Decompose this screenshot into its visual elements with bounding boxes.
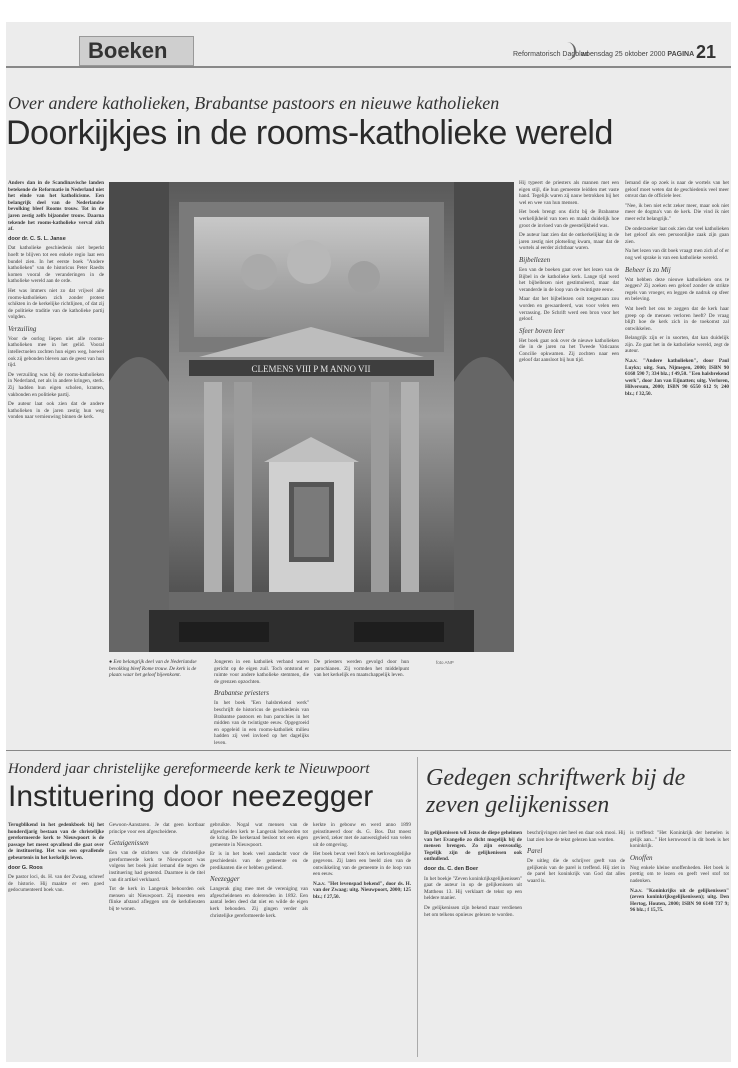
section-title: Boeken <box>88 38 168 63</box>
article2-kicker: Honderd jaar christelijke gereformeerde kerk te Nieuwpoort <box>8 761 370 777</box>
paragraph: Een van de stichters van de christelijke gereformeerde kerk te Nieuwpoort was volgens het boek juist iemand die tegen de instituering had gestemd. Daarmee is de titel van dit artikel verklaard. <box>109 850 205 883</box>
article2-lead: Terugblikend in het gedenkboek bij het honderdjarig bestaan van de christelijke gereformeerde kerk te Nieuwpoort is de passage het meest opvallend die gaat over de instituering. Het was een opvallende gebeurtenis in het kerkelijk leven. <box>8 822 104 861</box>
article2-column-3 <box>210 822 308 1057</box>
paragraph: De verzuiling was bij de rooms-katholieken in Nederland, net als in andere kringen, sterk. Zij hadden hun eigen scholen, kranten, vakbonden en politieke partij. <box>8 371 104 398</box>
book-references: N.a.v. "Andere katholieken", door Paul Luykx; uitg. Sun, Nijmegen, 2000; ISBN 90 6168 590 7; 334 blz.; f 49,50. "Een halsbrekend werk", door Jan van Eijnatten; uitg. Verloren, Hilversum, 2000; ISBN 90 6550 612 9; 240 blz.; f 32,50. <box>625 358 729 398</box>
subhead-parel: Parel <box>527 847 543 856</box>
book-reference: N.a.v. "Het levenspad bekend", door ds. H. van der Zwaag; uitg. Nieuwpoort, 2000; 125 blz.; f 27,50. <box>313 880 411 900</box>
article1-column-1 <box>8 180 104 745</box>
date-line <box>581 51 694 58</box>
paragraph: "Nee, ik ben niet echt zeker meer, maar ook niet meer de dogma's van de kerk. Die vind ik niet meer echt belangrijk." <box>625 202 729 222</box>
column-divider <box>417 757 418 1057</box>
paragraph: Hij typeert de priesters als mannen met een eigen stijl, die hun gemeente leidden met vaste hand. Tegelijk waren zij nauw betrokken bij het wel en wee van hun mensen. <box>519 180 619 206</box>
paragraph: Wat heeft het ons te zeggen dat de kerk haar greep op de mensen verloren heeft? De vraag blijft hoe de kerk zich in de toekomst zal ontwikkelen. <box>625 305 729 332</box>
subhead-beheer: Beheer is zo Mij <box>625 265 671 274</box>
article1-headline: Doorkijkjes in de rooms-katholieke wereld <box>6 114 613 152</box>
article3-column-3 <box>630 830 729 1057</box>
paragraph: Iemand die op zoek is naar de wortels van het geloof moet weten dat de geschiedenis veel meer omvat dan de officiele leer. <box>625 180 729 200</box>
article3-headline: Gedegen schriftwerk bij de zeven gelijkenissen <box>426 765 686 818</box>
article1-column-3 <box>314 659 409 747</box>
article1-byline: door dr. C. S. L. Janse <box>8 235 66 242</box>
paragraph: De auteur laat zien dat de ontkerkelijking in de jaren zestig niet plotseling kwam, maar dat de wortels al eerder zichtbaar waren. <box>519 232 619 252</box>
subhead-neezegger: Neezegger <box>210 875 240 884</box>
paragraph: Jongeren in een katholiek verband waren gericht op de eigen zuil. Toch ontstond er ruimte voor andere katholieke stemmen, die de grenzen opzochten. <box>214 659 309 685</box>
paragraph: Voor de oorlog liepen niet alle rooms-katholieken mee in het gelid. Vooral intellectuelen zochten hun eigen weg, hoewel ook zij gebonden bleven aan de geest van hun tijd. <box>8 335 104 369</box>
paragraph: Tot de kerk in Langerak behoorden ook mensen uit Nieuwpoort. Zij moesten een flinke afstand afleggen om de kerkdiensten bij te wonen. <box>109 886 205 912</box>
paragraph: De onderzoeker laat ook zien dat veel katholieken het geloof als een persoonlijke zaak zijn gaan zien. <box>625 225 729 245</box>
subhead-sfeer-boven-leer: Sfeer boven leer <box>519 326 565 335</box>
book-reference: N.a.v. "Koninkrijks uit de gelijkenissen" (zeven koninkrijksgelijkenissen); uitg. Den Hertog, Houten, 2000; ISBN 90 6140 737 9; 96 blz.; f 15,75. <box>630 887 729 914</box>
article1-column-5 <box>625 180 729 745</box>
photo-credit: foto ANP <box>436 660 454 665</box>
paragraph: gebruikte. Nogal wat mensen van de afgescheiden kerk te Langerak behoorden tot de kring. De kerkeraad besloot tot een eigen gemeente in Nieuwpoort. <box>210 822 308 848</box>
paragraph: De pastor loci, ds. H. van der Zwaag, schreef de historie. Hij maakte er een goed gedocumenteerd boek van. <box>8 874 104 894</box>
paragraph: beschrijvingen niet heel en daar ook mooi. Hij laat zien hoe de tekst gelezen kan worden. <box>527 830 625 843</box>
paragraph: Er is in het boek veel aandacht voor de geschiedenis van de gemeente en de predikanten die er hebben gediend. <box>210 851 308 871</box>
subhead-bijbellezen: Bijbellezen <box>519 255 551 264</box>
article2-column-1 <box>8 822 104 1057</box>
article2-column-4 <box>313 822 411 1057</box>
paragraph: Langerak ging mee met de vereniging van afgescheidenen en dolerenden in 1892. Een aantal leden deed dat niet en wilde de eigen kerk behouden. Zij gingen verder als christelijke gereformeerde kerk. <box>210 886 308 919</box>
subhead-brabantse-priesters: Brabantse priesters <box>214 689 270 698</box>
paragraph: In het boekje "Zeven koninkrijksgelijkenissen" gaat de auteur in op de gelijkenissen uit Mattheus 13. Hij verklaart de tekst op een heldere manier. <box>424 875 522 902</box>
photo-caption: ● Een belangrijk deel van de Nederlandse bevolking bleef Rome trouw. De kerk is de plaats waar het geloof bijeenkomt. <box>109 659 197 678</box>
newspaper-page <box>6 22 731 1062</box>
masthead-rule <box>6 66 731 68</box>
paragraph: is treffend: "Het Koninkrijk der hemelen is gelijk aan..." Het kernwoord in dit boek is het koninkrijk. <box>630 830 729 850</box>
subhead-onoffen: Onoffen <box>630 853 653 862</box>
article3-column-2 <box>527 830 625 1057</box>
photo-inscription: CLEMENS VIII P M ANNO VII <box>251 364 371 374</box>
subhead-getuigenissen: Getuigenissen <box>109 839 149 848</box>
paragraph: Het boek gaat ook over de nieuwe katholieken die in de jaren na het Tweede Vaticaans Concilie opkwamen. Zij zochten naar een geloof dat aansloot bij hun tijd. <box>519 337 619 364</box>
article1-kicker: Over andere katholieken, Brabantse pastoors en nieuwe katholieken <box>8 93 500 113</box>
paragraph: Het was immers niet zo dat vrijwel alle rooms-katholieken zich zonder protest schikten in de kerkelijke richtlijnen, of dat zij de politieke traditie van de katholieke partij volgden. <box>8 287 104 321</box>
article3-byline: door ds. C. den Boer <box>424 865 479 872</box>
paragraph: kerkte in gebouw en werd anno 1899 geinstitueerd door ds. G. Bos. Dat moest gevierd, zeker met de aanwezigheid van velen uit de omgeving. <box>313 822 411 848</box>
paragraph: Dat katholieke geschiedenis niet beperkt hoeft te blijven tot een enkele regio laat een bundel zien. In het eerste boek "Andere katholieken" van de historicus Peter Raedts komen vooral de veranderingen in de katholieke wereld aan de orde. <box>8 245 104 285</box>
article2-headline: Instituering door neezegger <box>8 780 374 813</box>
paragraph: De auteur laat ook zien dat de andere katholieken in de jaren zestig hun weg vonden naar vernieuwing binnen de kerk. <box>8 401 104 421</box>
article2-column-2 <box>109 822 205 1057</box>
issue-date: woensdag 25 oktober 2000 <box>581 51 666 58</box>
paragraph: Nog enkele kleine onoffenheden. Het boek is prettig om te lezen en geeft veel stof tot nadenken. <box>630 864 729 884</box>
paragraph: Maar dat het bijbellezen ooit toegestaan zou worden en gewaardeerd, was voor velen een verrassing. De Schrift werd een bron voor het geloof. <box>519 296 619 323</box>
paragraph: Het boek brengt ons dicht bij de Brabantse werkelijkheid van toen en maakt duidelijk hoe groot de invloed van de geestelijkheid was. <box>519 209 619 229</box>
paragraph: Een van de boeken gaat over het lezen van de Bijbel in de katholieke kerk. Lange tijd werd het bijbellezen niet gestimuleerd, maar dat veranderde in de loop van de twintigste eeuw. <box>519 266 619 293</box>
article1-column-2 <box>214 659 309 747</box>
paragraph: In het boek "Een halsbrekend werk" beschrijft de historicus de geschiedenis van Brabantse pastoors en hun parochies in het midden van de twintigste eeuw. Opgegroeid en opgeleid in een rooms-katholiek milieu hadden zij veel invloed op het dagelijks leven. <box>214 700 309 746</box>
church-interior-photo <box>109 182 514 652</box>
paragraph: Belangrijk zijn er in soorten, dat kan duidelijk zijn. Zo gaat het in de katholieke wereld, zegt de auteur. <box>625 335 729 355</box>
article1-lead: Anders dan in de Scandinavische landen betekende de Reformatie in Nederland niet het einde van het katholicisme. Een belangrijk deel van de Nederlandse bevolking bleef Rooms trouw. Tot in de jaren zestig zelfs bijzonder trouw. Daarna tekende het rooms-katholieke verval zich af. <box>8 180 104 233</box>
article1-column-4 <box>519 180 619 745</box>
paragraph: De gelijkenissen zijn bekend maar verdienen het om telkens opnieuw gelezen te worden. <box>424 904 522 918</box>
article3-lead: In gelijkenissen wil Jezus de diepe geheimen van het Evangelie zo dicht mogelijk bij de mensen brengen. Zo zijn eenvoudig. Tegelijk zijn de gelijkenissen ook onthullend. <box>424 830 522 863</box>
paragraph: De uitleg die de schrijver geeft van de gelijkenis van de parel is treffend. Hij ziet in de parel het koninkrijk van God dat alles waard is. <box>527 858 625 884</box>
paragraph: Gewoon-Aanstaren. Je dat geen kortbaar principe voor een afgescheidene. <box>109 822 205 835</box>
paragraph: Wat hebben deze nieuwe katholieken ons te zeggen? Zij zoeken een geloof zonder de strikte regels van vroeger, en leggen de nadruk op sfeer en beleving. <box>625 276 729 303</box>
page-label: PAGINA <box>667 51 695 58</box>
masthead <box>6 22 731 74</box>
paragraph: Na het lezen van dit boek vraagt men zich af of er nog wel sprake is van een katholieke wereld. <box>625 248 729 261</box>
paragraph: Het boek bevat veel foto's en kerkvoogdelijke gegevens. Zij laten een beeld zien van de ontwikkeling van de gemeente in de loop van een eeuw. <box>313 851 411 878</box>
article2-byline: door G. Roos <box>8 864 43 871</box>
page-number: 21 <box>696 42 717 62</box>
subhead-verzuiling: Verzuiling <box>8 324 37 333</box>
section-divider <box>6 750 731 751</box>
article3-column-1 <box>424 830 522 1057</box>
paragraph: De priesters werden gevolgd door hun parochianen. Zij vormden het middelpunt van het kerkelijk en maatschappelijk leven. <box>314 659 409 679</box>
paper-name: Reformatorisch Dagblad <box>513 51 589 58</box>
